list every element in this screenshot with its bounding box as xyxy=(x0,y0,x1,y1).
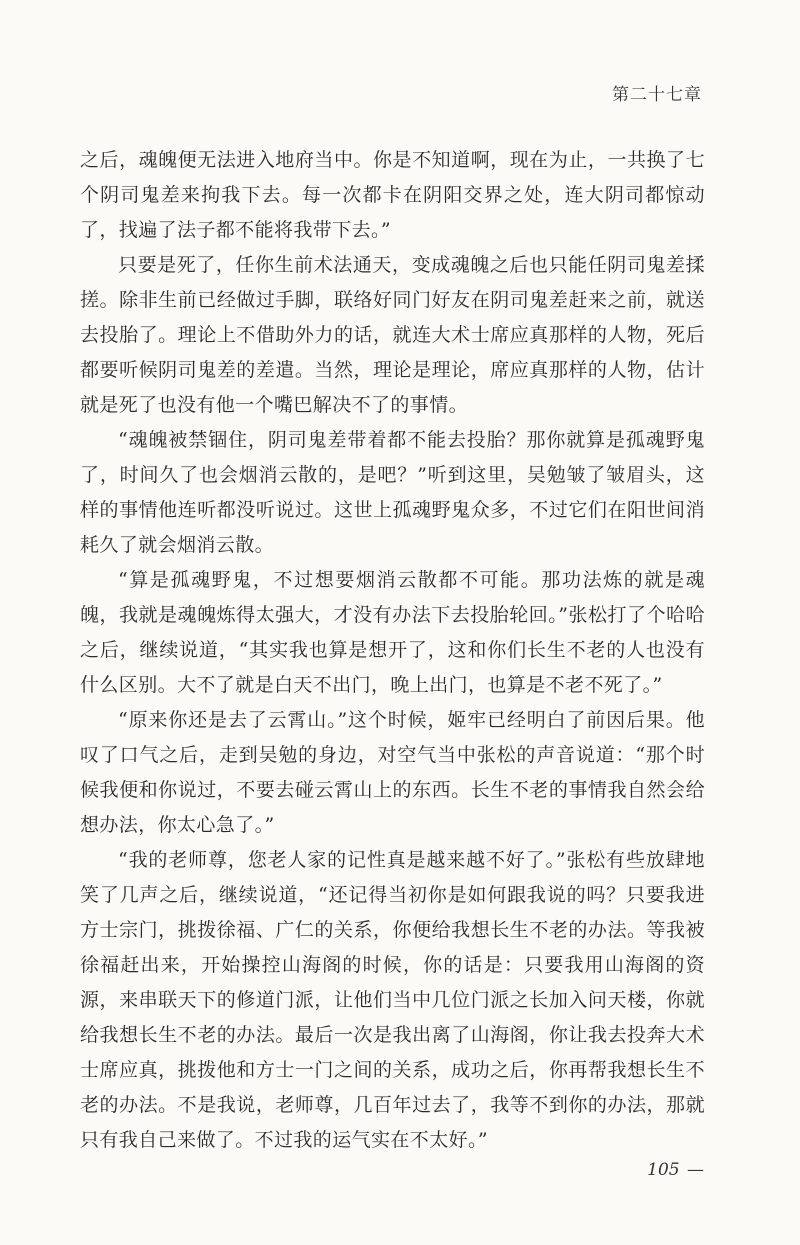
paragraph-3: “魂魄被禁锢住，阴司鬼差带着都不能去投胎？那你就算是孤魂野鬼了，时间久了也会烟消云散的，是吧？”听到这里，吴勉皱了皱眉头，这样的事情他连听都没听说过。这世上孤魂野鬼众多，不过它们在阳世间消耗久了就会烟消云散。 xyxy=(80,429,705,556)
page-number-footer xyxy=(647,1160,704,1180)
paragraph-2: 只要是死了，任你生前术法通天，变成魂魄之后也只能任阴司鬼差揉搓。除非生前已经做过手脚，联络好同门好友在阴司鬼差赶来之前，就送去投胎了。理论上不借助外力的话，就连大术士席应真那样的人物，死后都要听候阴司鬼差的差遣。当然，理论是理论，席应真那样的人物，估计就是死了也没有他一个嘴巴解决不了的事情。 xyxy=(80,254,705,416)
paragraph-4: “算是孤魂野鬼，不过想要烟消云散都不可能。那功法炼的就是魂魄，我就是魂魄炼得太强大，才没有办法下去投胎轮回。”张松打了个哈哈之后，继续说道，“其实我也算是想开了，这和你们长生不老的人也没有什么区别。大不了就是白天不出门，晚上出门，也算是不老不死了。” xyxy=(80,569,705,696)
paragraph-1: 之后，魂魄便无法进入地府当中。你是不知道啊，现在为止，一共换了七个阴司鬼差来拘我下去。每一次都卡在阴阳交界之处，连大阴司都惊动了，找遍了法子都不能将我带下去。” xyxy=(80,149,705,241)
footer-dash: — xyxy=(687,1160,704,1180)
body-text xyxy=(80,143,705,1158)
paragraph-5: “原来你还是去了云霄山。”这个时候，姬牢已经明白了前因后果。他叹了口气之后，走到吴勉的身边，对空气当中张松的声音说道：“那个时候我便和你说过，不要去碰云霄山上的东西。长生不老的事情我自然会给想办法，你太心急了。” xyxy=(80,709,705,836)
chapter-running-head: 第二十七章 xyxy=(612,85,702,105)
page-number: 105 xyxy=(647,1160,680,1180)
paragraph-6: “我的老师尊，您老人家的记性真是越来越不好了。”张松有些放肆地笑了几声之后，继续说道，“还记得当初你是如何跟我说的吗？只要我进方士宗门，挑拨徐福、广仁的关系，你便给我想长生不老的办法。等我被徐福赶出来，开始操控山海阁的时候，你的话是：只要我用山海阁的资源，来串联天下的修道门派，让他们当中几位门派之长加入问天楼，你就给我想长生不老的办法。最后一次是我出离了山海阁，你让我去投奔大术士席应真，挑拨他和方士一门之间的关系，成功之后，你再帮我想长生不老的办法。不是我说，老师尊，几百年过去了，我等不到你的办法，那就只有我自己来做了。不过我的运气实在不太好。” xyxy=(80,849,705,1151)
